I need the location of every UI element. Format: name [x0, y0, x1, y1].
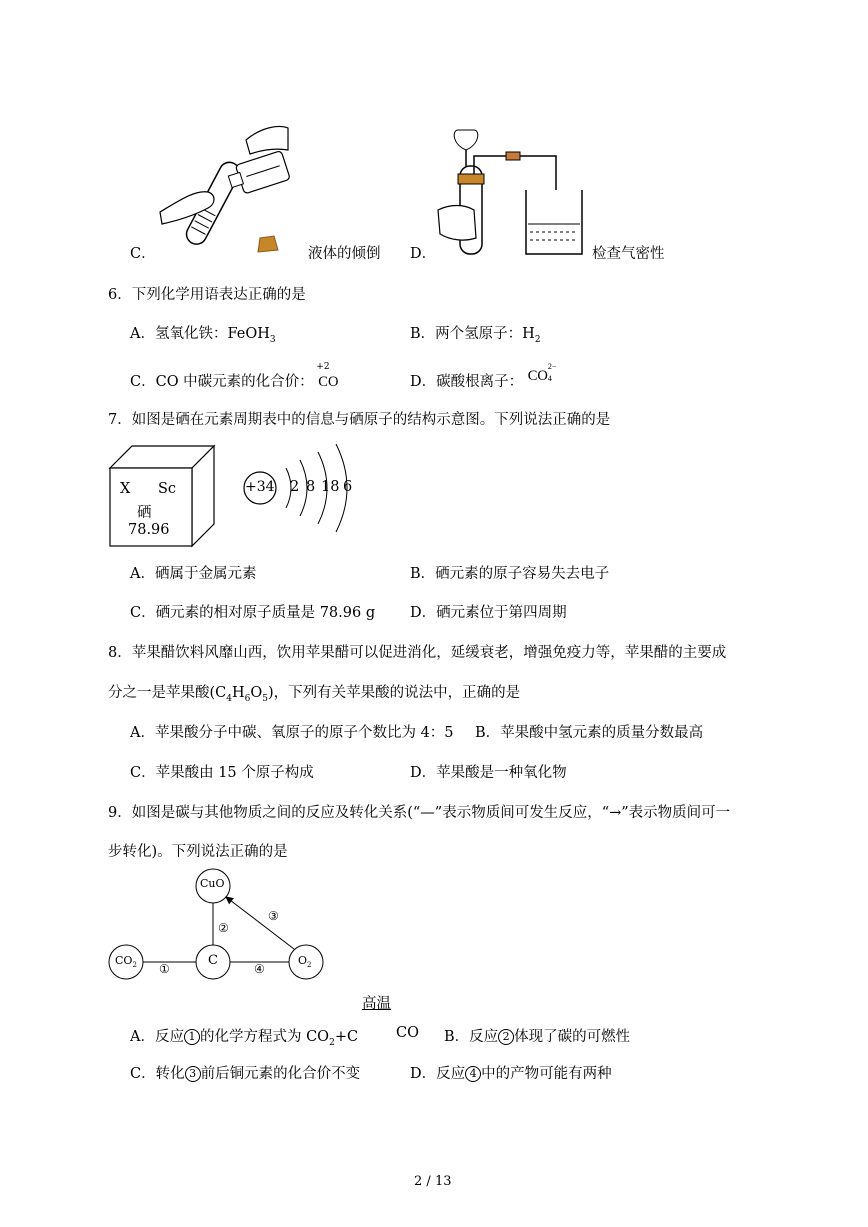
shell-2-electrons: 8: [306, 479, 316, 495]
q7-option-b: B．硒元素的原子容易失去电子: [410, 566, 610, 582]
q8-stem-line2: 分之一是苹果酸$(C_4H_6O_5)$，下列有关苹果酸的说法中，正确的是: [108, 685, 521, 704]
q9-option-d: D．反应 4 中的产物可能有两种: [410, 1066, 612, 1082]
stopper-icon: [256, 234, 280, 254]
q6-option-a: A．氢氧化铁：FeOH$_3$: [130, 326, 276, 345]
q5-d-text: 检查气密性: [592, 246, 665, 262]
element-box-name: 硒: [137, 505, 152, 521]
node-cuo: CuO: [200, 877, 225, 890]
q7-option-a: A．硒属于金属元素: [130, 566, 257, 582]
q6-stem: 6．下列化学用语表达正确的是: [108, 287, 306, 303]
shell-4-electrons: 6: [343, 479, 353, 495]
q8-option-d: D．苹果酸是一种氧化物: [410, 765, 567, 781]
q9-option-a: A．反应 1 的化学方程式为 $CO_2+C$: [130, 1029, 359, 1048]
q9-option-c: C．转化 3 前后铜元素的化合价不变: [130, 1066, 361, 1082]
node-c: C: [208, 953, 218, 968]
q7-option-c: C．硒元素的相对原子质量是 78.96 g: [130, 605, 376, 621]
q7-stem: 7．如图是硒在元素周期表中的信息与硒原子的结构示意图。下列说法正确的是: [108, 412, 611, 428]
q6-option-d: D．碳酸根离子： CO 2− 4: [410, 361, 557, 390]
q6-option-c: C．CO 中碳元素的化合价： +2 CO: [130, 362, 339, 390]
reaction-condition: 高温: [362, 996, 391, 1012]
q7-option-d: D．硒元素位于第四周期: [410, 605, 567, 621]
q8-option-c: C．苹果酸由 15 个原子构成: [130, 765, 314, 781]
shell-3-electrons: 18: [321, 479, 340, 495]
element-box-mass: 78.96: [128, 522, 170, 538]
node-o2: $O_2$: [298, 954, 312, 970]
q8-option-b: B．苹果酸中氢元素的质量分数最高: [475, 725, 704, 741]
edge-label-3: ③: [268, 909, 279, 923]
edge-label-2: ②: [218, 921, 229, 935]
element-box-x: X: [120, 481, 131, 497]
q9-option-b: B．反应 2 体现了碳的可燃性: [444, 1029, 631, 1045]
atom-nucleus-charge: +34: [245, 479, 275, 495]
edge-label-1: ①: [159, 962, 170, 976]
q5-c-text: 液体的倾倒: [308, 246, 381, 262]
q9-stem-line1: 9．如图是碳与其他物质之间的反应及转化关系(“—”表示物质间可发生反应，“→”表示物质间可一: [108, 805, 731, 821]
element-box-symbol: Sc: [158, 481, 177, 497]
node-co2: $CO_2$: [115, 954, 137, 970]
edge-label-4: ④: [254, 962, 265, 976]
q5-c-label: C．: [130, 246, 156, 262]
page-number: 2 / 13: [414, 1174, 452, 1189]
q5-d-label: D．: [410, 246, 437, 262]
q8-stem-line1: 8．苹果醋饮料风靡山西，饮用苹果醋可以促进消化，延缓衰老，增强免疫力等，苹果醋的主要成: [108, 645, 727, 661]
airtightness-check-illustration: [434, 126, 586, 260]
q9-option-a-product: CO: [396, 1025, 419, 1041]
q9-stem-line2: 步转化)。下列说法正确的是: [108, 844, 288, 860]
shell-1-electrons: 2: [290, 479, 300, 495]
q6-option-b: B．两个氢原子：$H_2$: [410, 326, 541, 345]
q8-option-a: A．苹果酸分子中碳、氧原子的原子个数比为 4：5: [130, 725, 454, 741]
valence-mark: +2: [316, 362, 330, 372]
